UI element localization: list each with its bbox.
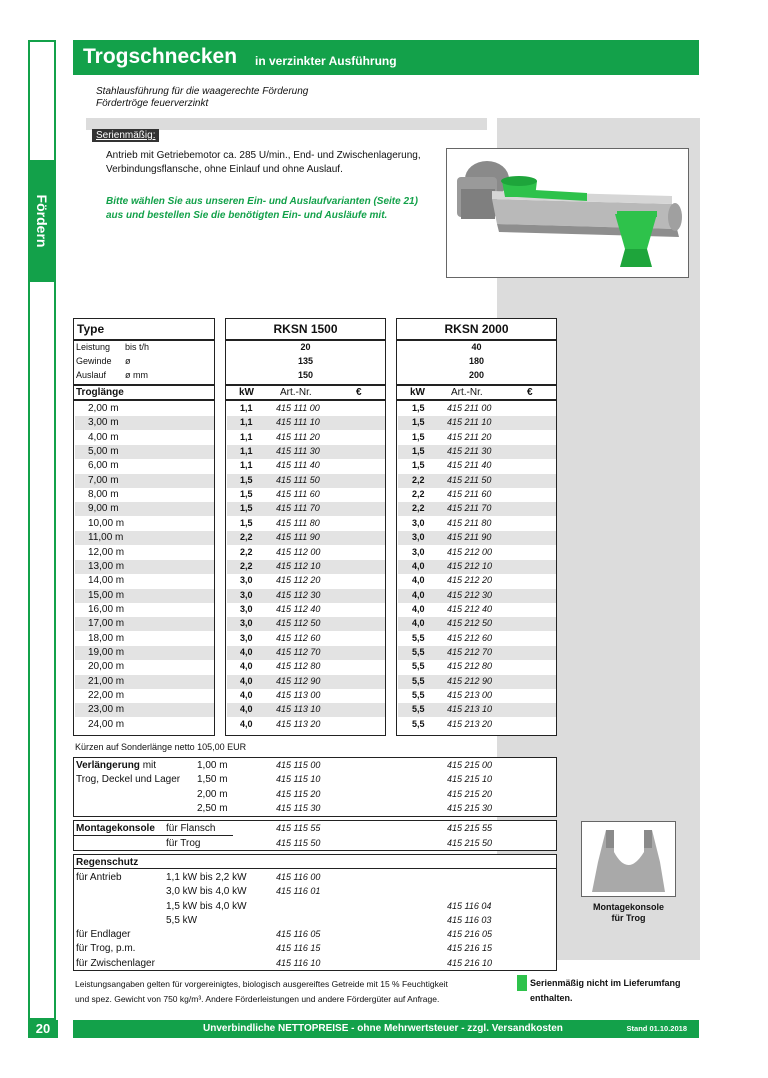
col-kw-1: kW [239, 387, 254, 398]
konsole-row-label: für Flansch [166, 823, 216, 834]
art-number-2: 415 211 60 [447, 489, 492, 500]
screw-conveyor-drawing [447, 149, 688, 277]
side-tab [28, 160, 56, 282]
kw-value-1: 3,0 [240, 618, 253, 629]
kw-value-1: 1,1 [240, 460, 253, 471]
verlaengerung-art-2: 415 215 00 [447, 760, 493, 770]
spec-row-unit: ø [125, 356, 131, 366]
col-trog: Troglänge [76, 387, 124, 398]
kw-value-1: 1,5 [240, 474, 253, 485]
regenschutz-row-label: für Endlager [76, 929, 131, 940]
kw-value-1: 3,0 [240, 575, 253, 586]
regenschutz-art-2: 415 216 10 [447, 957, 493, 968]
type-label: Type [77, 322, 105, 336]
kw-value-1: 4,0 [240, 718, 253, 729]
regenschutz-art-1: 415 116 05 [276, 929, 321, 939]
kw-value-2: 5,5 [412, 690, 425, 700]
art-number-1: 415 112 70 [276, 646, 321, 657]
kw-value-2: 1,5 [412, 403, 425, 413]
length-value: 19,00 m [88, 646, 125, 658]
art-number-1: 415 111 70 [276, 503, 320, 514]
legend-line-2: enthalten. [530, 993, 573, 1003]
regenschutz-art-2: 415 116 03 [447, 914, 492, 925]
length-value: 14,00 m [88, 575, 125, 587]
length-value: 16,00 m [88, 603, 125, 615]
kw-value-2: 5,5 [412, 704, 425, 715]
length-value: 21,00 m [88, 675, 125, 687]
kw-value-2: 4,0 [412, 618, 425, 629]
regenschutz-art-2: 415 216 05 [447, 929, 493, 939]
kw-value-1: 1,1 [240, 431, 253, 442]
kw-value-2: 2,2 [412, 489, 425, 500]
art-number-2: 415 211 20 [447, 431, 492, 442]
standard-line-1: Antrieb mit Getriebemotor ca. 285 U/min., End- und Zwischenlagerung, [106, 150, 421, 161]
art-number-2: 415 211 40 [447, 460, 492, 471]
kw-value-1: 3,0 [240, 589, 253, 600]
spec-row-value-2: 180 [468, 356, 485, 366]
length-value: 3,00 m [88, 417, 119, 429]
konsole-art-1: 415 115 50 [276, 838, 321, 848]
kw-value-2: 4,0 [412, 560, 425, 571]
legend-line-1: Serienmäßig nicht im Lieferumfang [530, 978, 681, 988]
spec-row-label: Auslauf [76, 370, 107, 380]
model-rksn1500: RKSN 1500 [273, 322, 338, 336]
spec-row-label: Leistung [76, 342, 111, 352]
footnote-line-1: Leistungsangaben gelten für vorgereinigtes, biologisch ausgereiftes Getreide mit 15 % Feuchtigkeit [75, 979, 448, 989]
length-value: 2,00 m [88, 403, 119, 414]
art-number-1: 415 113 10 [276, 704, 321, 715]
length-value: 11,00 m [88, 532, 124, 544]
art-number-1: 415 111 40 [276, 460, 320, 471]
model-rksn2000: RKSN 2000 [444, 322, 509, 336]
length-value: 24,00 m [88, 718, 125, 730]
art-number-1: 415 111 80 [276, 517, 320, 528]
length-value: 15,00 m [88, 589, 125, 601]
kw-value-1: 2,2 [240, 560, 253, 571]
footer-text: Unverbindliche NETTOPREISE - ohne Mehrwertsteuer - zzgl. Versandkosten [203, 1023, 563, 1034]
regenschutz-antrieb-label: für Antrieb [76, 872, 122, 883]
length-value: 10,00 m [88, 517, 125, 529]
art-number-1: 415 112 50 [276, 618, 321, 629]
art-number-1: 415 111 60 [276, 489, 320, 500]
kw-value-1: 2,2 [240, 532, 253, 543]
regenschutz-row-label: für Trog, p.m. [76, 943, 136, 955]
length-value: 4,00 m [88, 431, 119, 443]
art-number-2: 415 212 70 [447, 646, 493, 657]
verlaengerung-art-2: 415 215 30 [447, 802, 493, 813]
kw-value-1: 2,2 [240, 546, 253, 557]
kw-value-2: 4,0 [412, 589, 425, 600]
kw-value-2: 3,0 [412, 546, 425, 557]
length-value: 8,00 m [88, 489, 119, 501]
length-value: 23,00 m [88, 704, 125, 716]
verlaengerung-art-2: 415 215 10 [447, 774, 493, 785]
art-number-2: 415 211 50 [447, 474, 492, 485]
regenschutz-antrieb-row: 1,5 kW bis 4,0 kW [166, 900, 247, 912]
verlaengerung-length: 2,50 m [197, 802, 228, 814]
kw-value-1: 1,1 [240, 403, 253, 413]
kw-value-1: 4,0 [240, 704, 253, 715]
length-value: 5,00 m [88, 446, 119, 458]
art-number-2: 415 212 40 [447, 603, 493, 614]
kw-value-2: 3,0 [412, 517, 425, 528]
standard-line-2: Verbindungsflansche, ohne Einlauf und ohne Auslauf. [106, 164, 343, 175]
length-value: 13,00 m [88, 560, 125, 572]
art-number-1: 415 111 20 [276, 431, 320, 442]
art-number-2: 415 212 50 [447, 618, 493, 629]
regenschutz-art-2: 415 116 04 [447, 900, 492, 911]
regenschutz-antrieb-row: 3,0 kW bis 4,0 kW [166, 886, 247, 898]
art-number-2: 415 212 30 [447, 589, 493, 600]
art-number-1: 415 111 10 [276, 417, 320, 428]
standard-label: Serienmäßig: [92, 129, 159, 142]
kw-value-1: 4,0 [240, 646, 253, 657]
col-art-1: Art.-Nr. [280, 387, 312, 398]
art-number-2: 415 212 00 [447, 546, 493, 557]
art-number-1: 415 111 00 [276, 403, 320, 413]
art-number-1: 415 113 20 [276, 718, 321, 729]
intro-line-1: Stahlausführung für die waagerechte Förderung [96, 86, 309, 97]
regenschutz-art-1: 415 116 15 [276, 943, 321, 954]
art-number-2: 415 212 20 [447, 575, 493, 586]
konsole-image [581, 821, 676, 897]
art-number-2: 415 211 30 [447, 446, 492, 457]
length-value: 17,00 m [88, 618, 125, 630]
note-line-2: aus und bestellen Sie die benötigten Ein- und Ausläufe mit. [106, 210, 388, 221]
art-number-2: 415 211 10 [447, 417, 492, 428]
verlaengerung-sub: Trog, Deckel und Lager [76, 774, 181, 785]
art-number-2: 415 211 80 [447, 517, 492, 528]
spec-row-value-1: 135 [297, 356, 314, 366]
verlaengerung-art-1: 415 115 20 [276, 788, 321, 799]
kw-value-2: 5,5 [412, 646, 425, 657]
art-number-2: 415 211 70 [447, 503, 492, 514]
konsole-art-2: 415 215 50 [447, 838, 493, 848]
spec-row-unit: bis t/h [125, 342, 150, 352]
kw-value-2: 1,5 [412, 431, 425, 442]
col-art-2: Art.-Nr. [451, 387, 483, 398]
art-number-2: 415 212 80 [447, 661, 493, 672]
length-value: 20,00 m [88, 661, 125, 673]
legend-swatch [517, 975, 527, 991]
art-number-1: 415 112 20 [276, 575, 321, 586]
verlaengerung-art-1: 415 115 10 [276, 774, 321, 785]
art-number-1: 415 112 30 [276, 589, 321, 600]
length-value: 12,00 m [88, 546, 125, 558]
length-value: 7,00 m [88, 474, 119, 486]
regenschutz-art-1: 415 116 01 [276, 886, 321, 897]
regenschutz-art-1: 415 116 00 [276, 872, 321, 882]
regenschutz-antrieb-row: 1,1 kW bis 2,2 kW [166, 872, 247, 883]
spec-row-value-1: 20 [300, 342, 311, 352]
verlaengerung-length: 1,50 m [197, 774, 228, 786]
konsole-art-2: 415 215 55 [447, 823, 493, 833]
kw-value-1: 1,5 [240, 503, 253, 514]
art-number-2: 415 212 60 [447, 632, 493, 643]
page-number: 20 [28, 1020, 58, 1038]
verlaengerung-art-1: 415 115 30 [276, 802, 321, 813]
footer-date: Stand 01.10.2018 [626, 1024, 687, 1033]
kw-value-1: 4,0 [240, 675, 253, 686]
kw-value-1: 1,1 [240, 446, 253, 457]
note-line-1: Bitte wählen Sie aus unseren Ein- und Auslaufvarianten (Seite 21) [106, 196, 418, 207]
footnote-line-2: und spez. Gewicht von 750 kg/m³. Andere Förderleistungen und andere Fördergüter auf Anfrage. [75, 994, 440, 1004]
art-number-1: 415 112 00 [276, 546, 321, 557]
regenschutz-title: Regenschutz [76, 857, 139, 868]
regenschutz-antrieb-row: 5,5 kW [166, 914, 198, 926]
konsole-caption-2: für Trog [611, 913, 646, 923]
kw-value-2: 4,0 [412, 603, 425, 614]
page-title: Trogschnecken [83, 45, 238, 68]
spec-row-label: Gewinde [76, 356, 112, 366]
length-value: 22,00 m [88, 690, 125, 701]
bracket-drawing [582, 822, 675, 896]
product-image [446, 148, 689, 278]
art-number-1: 415 111 30 [276, 446, 320, 457]
kw-value-1: 1,1 [240, 417, 253, 428]
verlaengerung-title: Verlängerung mit [76, 760, 157, 771]
kw-value-1: 4,0 [240, 661, 253, 672]
length-value: 9,00 m [88, 503, 119, 515]
spec-row-value-2: 40 [471, 342, 482, 352]
art-number-2: 415 213 00 [447, 690, 493, 700]
kw-value-2: 5,5 [412, 632, 425, 643]
art-number-2: 415 212 10 [447, 560, 493, 571]
kw-value-2: 4,0 [412, 575, 425, 586]
spec-row-unit: ø mm [125, 370, 148, 380]
art-number-2: 415 211 90 [447, 532, 492, 543]
kw-value-1: 3,0 [240, 632, 253, 643]
regenschutz-art-2: 415 216 15 [447, 943, 493, 954]
col-kw-2: kW [410, 387, 425, 398]
kw-value-2: 2,2 [412, 474, 425, 485]
art-number-1: 415 112 40 [276, 603, 321, 614]
spec-row-value-1: 150 [297, 370, 314, 380]
kw-value-2: 5,5 [412, 718, 425, 729]
kw-value-2: 5,5 [412, 675, 425, 686]
footer-bar [73, 1020, 699, 1038]
kw-value-1: 4,0 [240, 690, 253, 700]
kw-value-1: 3,0 [240, 603, 253, 614]
kw-value-2: 1,5 [412, 446, 425, 457]
art-number-2: 415 212 90 [447, 675, 493, 686]
art-number-1: 415 111 50 [276, 474, 320, 485]
regenschutz-row-label: für Zwischenlager [76, 957, 155, 969]
verlaengerung-length: 2,00 m [197, 788, 228, 800]
page-subtitle: in verzinkter Ausführung [255, 54, 397, 68]
kw-value-2: 1,5 [412, 460, 425, 471]
art-number-1: 415 111 90 [276, 532, 320, 543]
kw-value-2: 3,0 [412, 532, 425, 543]
konsole-caption-1: Montagekonsole [592, 902, 664, 912]
regenschutz-art-1: 415 116 10 [276, 957, 321, 968]
length-value: 6,00 m [88, 460, 119, 472]
col-eur-1: € [356, 387, 362, 398]
art-number-2: 415 213 10 [447, 704, 493, 715]
kw-value-2: 5,5 [412, 661, 425, 672]
kuerzen-note: Kürzen auf Sonderlänge netto 105,00 EUR [75, 742, 247, 752]
verlaengerung-length: 1,00 m [197, 760, 228, 771]
page-header [73, 40, 699, 75]
verlaengerung-art-1: 415 115 00 [276, 760, 321, 770]
kw-value-2: 2,2 [412, 503, 425, 514]
kw-value-1: 1,5 [240, 517, 253, 528]
art-number-2: 415 213 20 [447, 718, 493, 729]
art-number-1: 415 112 80 [276, 661, 321, 672]
kw-value-1: 1,5 [240, 489, 253, 500]
verlaengerung-art-2: 415 215 20 [447, 788, 493, 799]
length-value: 18,00 m [88, 632, 125, 644]
konsole-art-1: 415 115 55 [276, 823, 321, 833]
kw-value-2: 1,5 [412, 417, 425, 428]
intro-line-2: Fördertröge feuerverzinkt [96, 98, 209, 109]
art-number-2: 415 211 00 [447, 403, 492, 413]
konsole-row-label: für Trog [166, 838, 201, 849]
art-number-1: 415 113 00 [276, 690, 321, 700]
art-number-1: 415 112 90 [276, 675, 321, 686]
col-eur-2: € [527, 387, 533, 398]
konsole-title: Montagekonsole [76, 823, 155, 834]
spec-row-value-2: 200 [468, 370, 485, 380]
art-number-1: 415 112 60 [276, 632, 321, 643]
side-tab-label: Fördern [34, 194, 50, 248]
art-number-1: 415 112 10 [276, 560, 321, 571]
